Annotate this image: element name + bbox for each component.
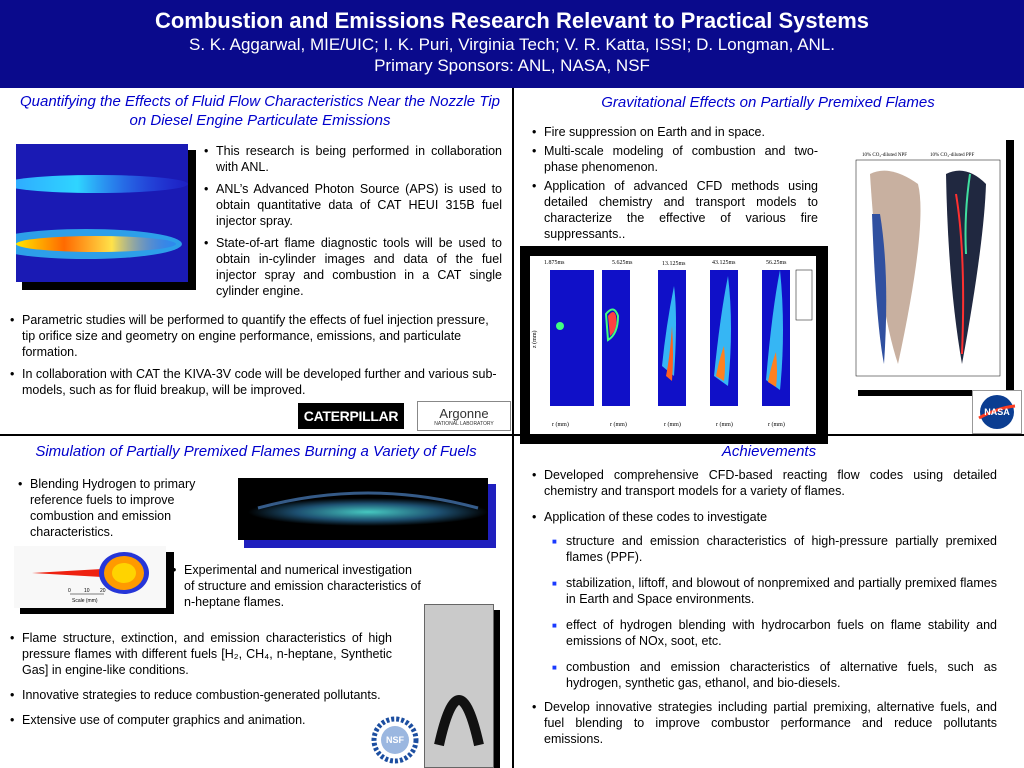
sub-bullet-item: ■ combustion and emission characteristics of alternative fuels, such as hydrogen, synthetic gas, ethanol, and bio-diesels. — [530, 659, 997, 691]
bullet-item: • Blending Hydrogen to primary reference fuels to improve combustion and emission characteristics. — [16, 476, 228, 540]
nasa-logo — [972, 390, 1022, 434]
section-title-gravity: Gravitational Effects on Partially Premixed Flames — [601, 94, 935, 111]
section-title-nozzle: Quantifying the Effects of Fluid Flow Characteristics Near the Nozzle Tip on Diesel Engine Particulate Emissions — [19, 93, 501, 129]
poster-title: Combustion and Emissions Research Relevant to Practical Systems — [154, 8, 870, 33]
scale-label: Scale (mm) — [72, 598, 98, 604]
nozzle-bullets-bottom — [8, 312, 502, 404]
svg-text:20: 20 — [100, 588, 106, 594]
bullet-item: • This research is being performed in collaboration with ANL. — [202, 143, 502, 175]
sim-x-label: r (mm) — [664, 422, 681, 428]
horizontal-divider-left — [0, 434, 512, 436]
svg-text:10: 10 — [84, 588, 90, 594]
sim-time-label: 56.25ms — [766, 260, 787, 266]
sim-panels-image — [530, 256, 816, 434]
gravity-bullets — [530, 124, 818, 248]
vertical-divider — [512, 88, 514, 768]
bullet-item: • ANL’s Advanced Photon Source (APS) is used to obtain quantitative data of CAT HEUI 315B fuel injector spray. — [202, 181, 502, 229]
svg-text:NSF: NSF — [386, 735, 404, 745]
bullet-item: • Flame structure, extinction, and emission characteristics of high pressure flames with different fuels [H₂, CH₄, n-heptane, Synthetic Gas] in engine-like conditions. — [8, 630, 392, 678]
sim-axis-label: z (mm) — [532, 330, 538, 348]
svg-text:NASA: NASA — [984, 407, 1010, 417]
svg-text:0: 0 — [68, 588, 71, 594]
caterpillar-logo: CATERPILLAR — [298, 403, 404, 429]
bullet-item: • Application of these codes to investigate — [530, 509, 997, 525]
fuels-bullets-bottom — [8, 630, 392, 734]
bullet-item: • In collaboration with CAT the KIVA-3V code will be developed further and various sub-models, such as for fluid breakup, will be improved. — [8, 366, 502, 398]
sim-x-label: r (mm) — [768, 422, 785, 428]
bullet-item: • Application of advanced CFD methods using detailed chemistry and transport models to characterize the effective of various fire suppressants.. — [530, 178, 818, 242]
section-title-fuels: Simulation of Partially Premixed Flames Burning a Variety of Fuels — [35, 443, 477, 460]
fuels-bullet-top — [16, 476, 228, 546]
flame-fig-label: 10% CO₂-diluted NPF — [862, 153, 908, 158]
bullet-item: • Innovative strategies to reduce combustion-generated pollutants. — [8, 687, 392, 703]
sub-bullet-item: ■ effect of hydrogen blending with hydrocarbon fuels on flame stability and emissions of NOx, soot, etc. — [530, 617, 997, 649]
achievements-list — [530, 467, 997, 753]
heptane-image — [14, 546, 166, 608]
bullet-item: • State-of-art flame diagnostic tools will be used to obtain in-cylinder images and data of the fuel injector spray and combustion in a CAT single cylinder engine. — [202, 235, 502, 299]
nsf-logo — [370, 716, 420, 764]
bullet-item: • Develop innovative strategies including partial premixing, alternative fuels, and fuel blending to improve combustor performance and reduce pollutants emissions. — [530, 699, 997, 747]
sim-time-label: 13.125ms — [662, 261, 686, 267]
sim-time-label: 5.625ms — [612, 260, 633, 266]
blue-flame-image — [238, 478, 488, 540]
nozzle-bullets-right — [202, 143, 502, 305]
section-title-achievements: Achievements — [721, 443, 817, 460]
bullet-item: • Multi-scale modeling of combustion and two-phase phenomenon. — [530, 143, 818, 175]
bullet-item: • Fire suppression on Earth and in space. — [530, 124, 818, 140]
fuels-bullet-mid — [170, 562, 424, 616]
bullet-item: • Extensive use of computer graphics and animation. — [8, 712, 392, 728]
sub-bullet-item: ■ structure and emission characteristics of high-pressure partially premixed flames (PPF). — [530, 533, 997, 565]
argonne-logo: Argonne NATIONAL LABORATORY — [417, 401, 511, 431]
flame-photo-image — [424, 604, 494, 768]
sub-bullet-item: ■ stabilization, liftoff, and blowout of nonpremixed and partially premixed flames in Earth and Space environments. — [530, 575, 997, 607]
sim-time-label: 43.125ms — [712, 260, 736, 266]
poster-header — [0, 0, 1024, 88]
sim-x-label: r (mm) — [716, 422, 733, 428]
spray-image — [16, 144, 188, 282]
flame-fig-label: 10% CO₂-diluted PPF — [930, 153, 975, 158]
sim-x-label: r (mm) — [610, 422, 627, 428]
bullet-item: • Parametric studies will be performed to quantify the effects of fuel injection pressure, tip orifice size and geometry on engine performance, emissions, and particulate formation. — [8, 312, 502, 360]
poster-authors: S. K. Aggarwal, MIE/UIC; I. K. Puri, Virginia Tech; V. R. Katta, ISSI; D. Longman, ANL. — [189, 35, 835, 54]
bullet-item: • Experimental and numerical investigation of structure and emission characteristics of n-heptane flames. — [170, 562, 424, 610]
flame-figure-image — [850, 134, 1006, 390]
sim-x-label: r (mm) — [552, 422, 569, 428]
sim-time-label: 1.875ms — [544, 260, 565, 266]
bullet-item: • Developed comprehensive CFD-based reacting flow codes using detailed chemistry and transport models for a variety of flames. — [530, 467, 997, 499]
poster-sponsors: Primary Sponsors: ANL, NASA, NSF — [374, 56, 650, 75]
